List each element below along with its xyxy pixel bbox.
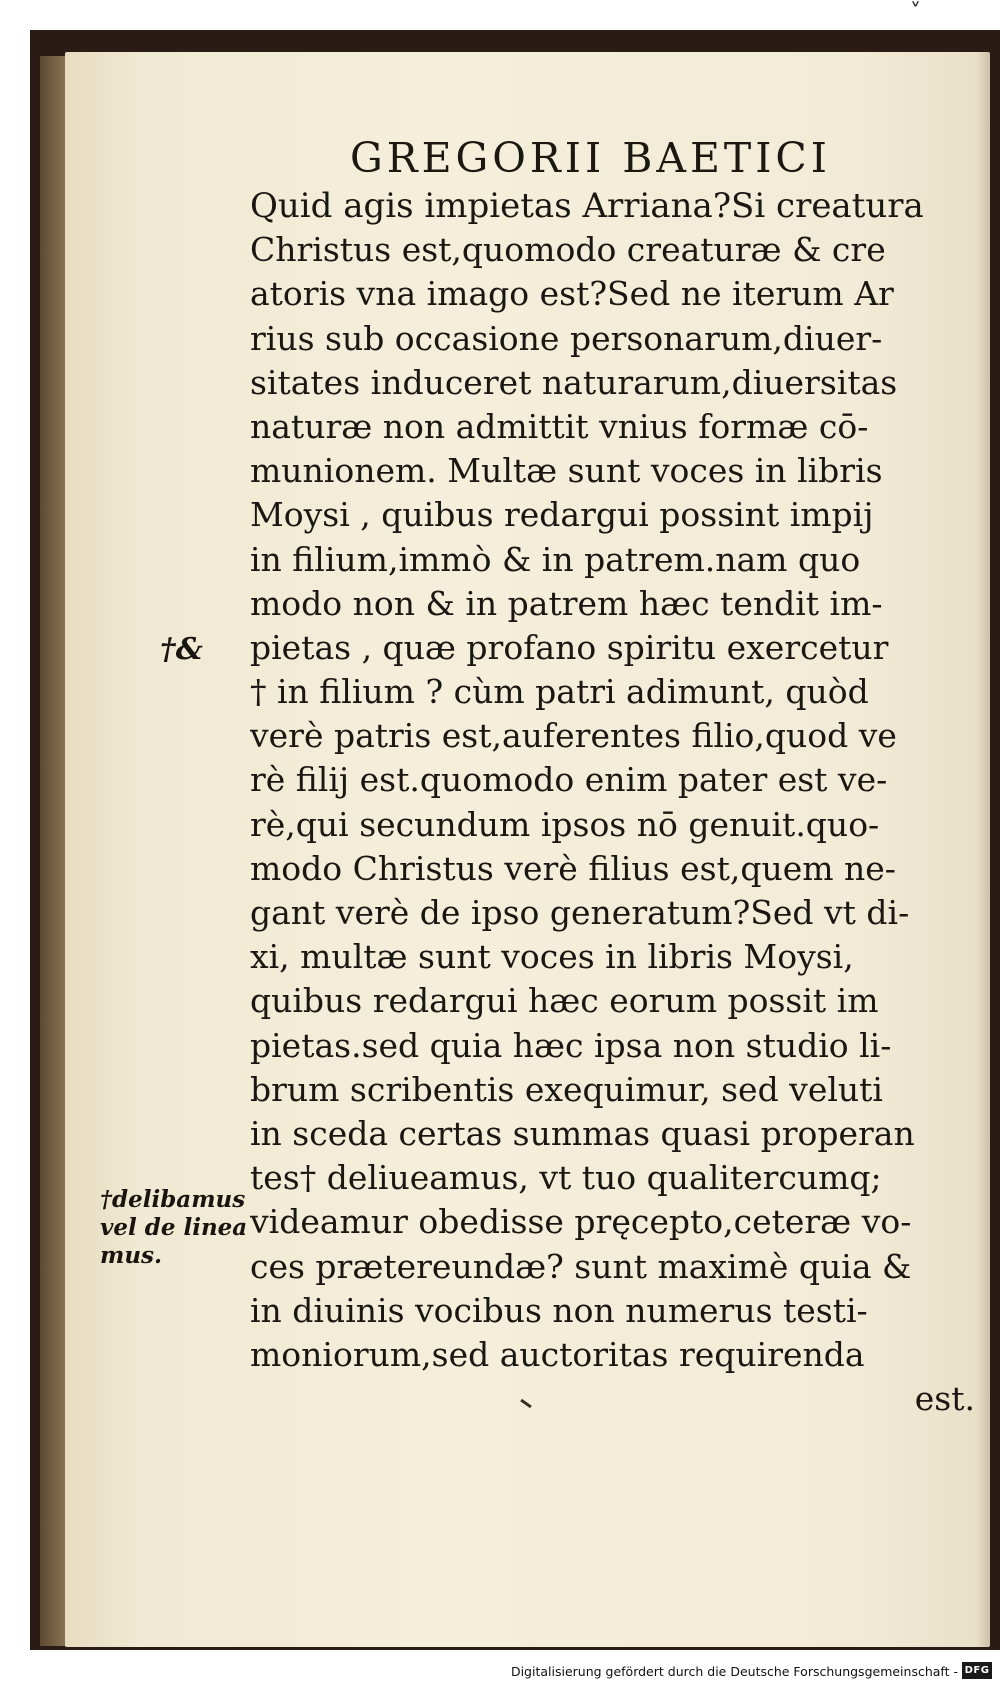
running-head: GREGORII BAETICI (350, 134, 831, 182)
text-line: Christus est,quomodo creaturæ & cre (250, 230, 886, 270)
text-line: rè,qui secundum ipsos nō genuit.quo- (250, 804, 880, 844)
text-line: quibus redargui hæc eorum possit im (250, 981, 879, 1021)
text-line: pietas , quæ profano spiritu exercetur (250, 627, 889, 667)
text-line: † in filium ? cùm patri adimunt, quòd (250, 672, 869, 712)
text-line: rè filij est.quomodo enim pater est ve- (250, 760, 888, 800)
marginal-note-2-line: vel de linea (100, 1214, 248, 1241)
scan-notch-mark: ˅ (910, 0, 921, 25)
text-line: videamur obedisse pręcepto,ceteræ vo- (250, 1202, 912, 1242)
marginal-note-2-line: mus. (100, 1242, 163, 1269)
text-line: in sceda certas summas quasi properan (250, 1113, 915, 1153)
funding-credit: Digitalisierung gefördert durch die Deutsche Forschungsgemeinschaft - (510, 1664, 958, 1679)
text-line: Quid agis impietas Arriana?Si creatura (250, 186, 924, 226)
text-line: verè patris est,auferentes filio,quod ve (250, 716, 897, 756)
body-text (250, 184, 990, 1421)
text-line: sitates induceret naturarum,diuersitas (250, 362, 898, 402)
dfg-logo: DFG (962, 1662, 992, 1679)
text-line-final: est. (914, 1379, 975, 1419)
text-line: munionem. Multæ sunt voces in libris (250, 451, 883, 491)
text-line: tes† deliueamus, vt tuo qualitercumq; (250, 1158, 882, 1198)
text-line: pietas.sed quia hæc ipsa non studio li- (250, 1025, 892, 1065)
book-page (65, 52, 990, 1647)
text-line: xi, multæ sunt voces in libris Moysi, (250, 937, 854, 977)
marginal-note-2 (100, 1186, 247, 1270)
digitization-footer (0, 1652, 1000, 1690)
text-line: naturæ non admittit vnius formæ cō- (250, 406, 869, 446)
text-line: modo non & in patrem hæc tendit im- (250, 583, 883, 623)
text-line: rius sub occasione personarum,diuer- (250, 318, 883, 358)
text-line: ces prætereundæ? sunt maximè quia & (250, 1246, 912, 1286)
text-line: moniorum,sed auctoritas requirenda (250, 1334, 865, 1374)
marginal-note-2-line: †delibamus (100, 1186, 246, 1213)
text-line: in filium,immò & in patrem.nam quo (250, 539, 861, 579)
text-line: Moysi , quibus redargui possint impij (250, 495, 874, 535)
text-line: modo Christus verè filius est,quem ne- (250, 848, 896, 888)
text-line: gant verè de ipso generatum?Sed vt di- (250, 893, 910, 932)
text-line: atoris vna imago est?Sed ne iterum Ar (250, 274, 894, 314)
marginal-note-1: †& (160, 632, 203, 667)
text-line: in diuinis vocibus non numerus testi- (250, 1290, 868, 1330)
text-line: brum scribentis exequimur, sed veluti (250, 1069, 883, 1109)
